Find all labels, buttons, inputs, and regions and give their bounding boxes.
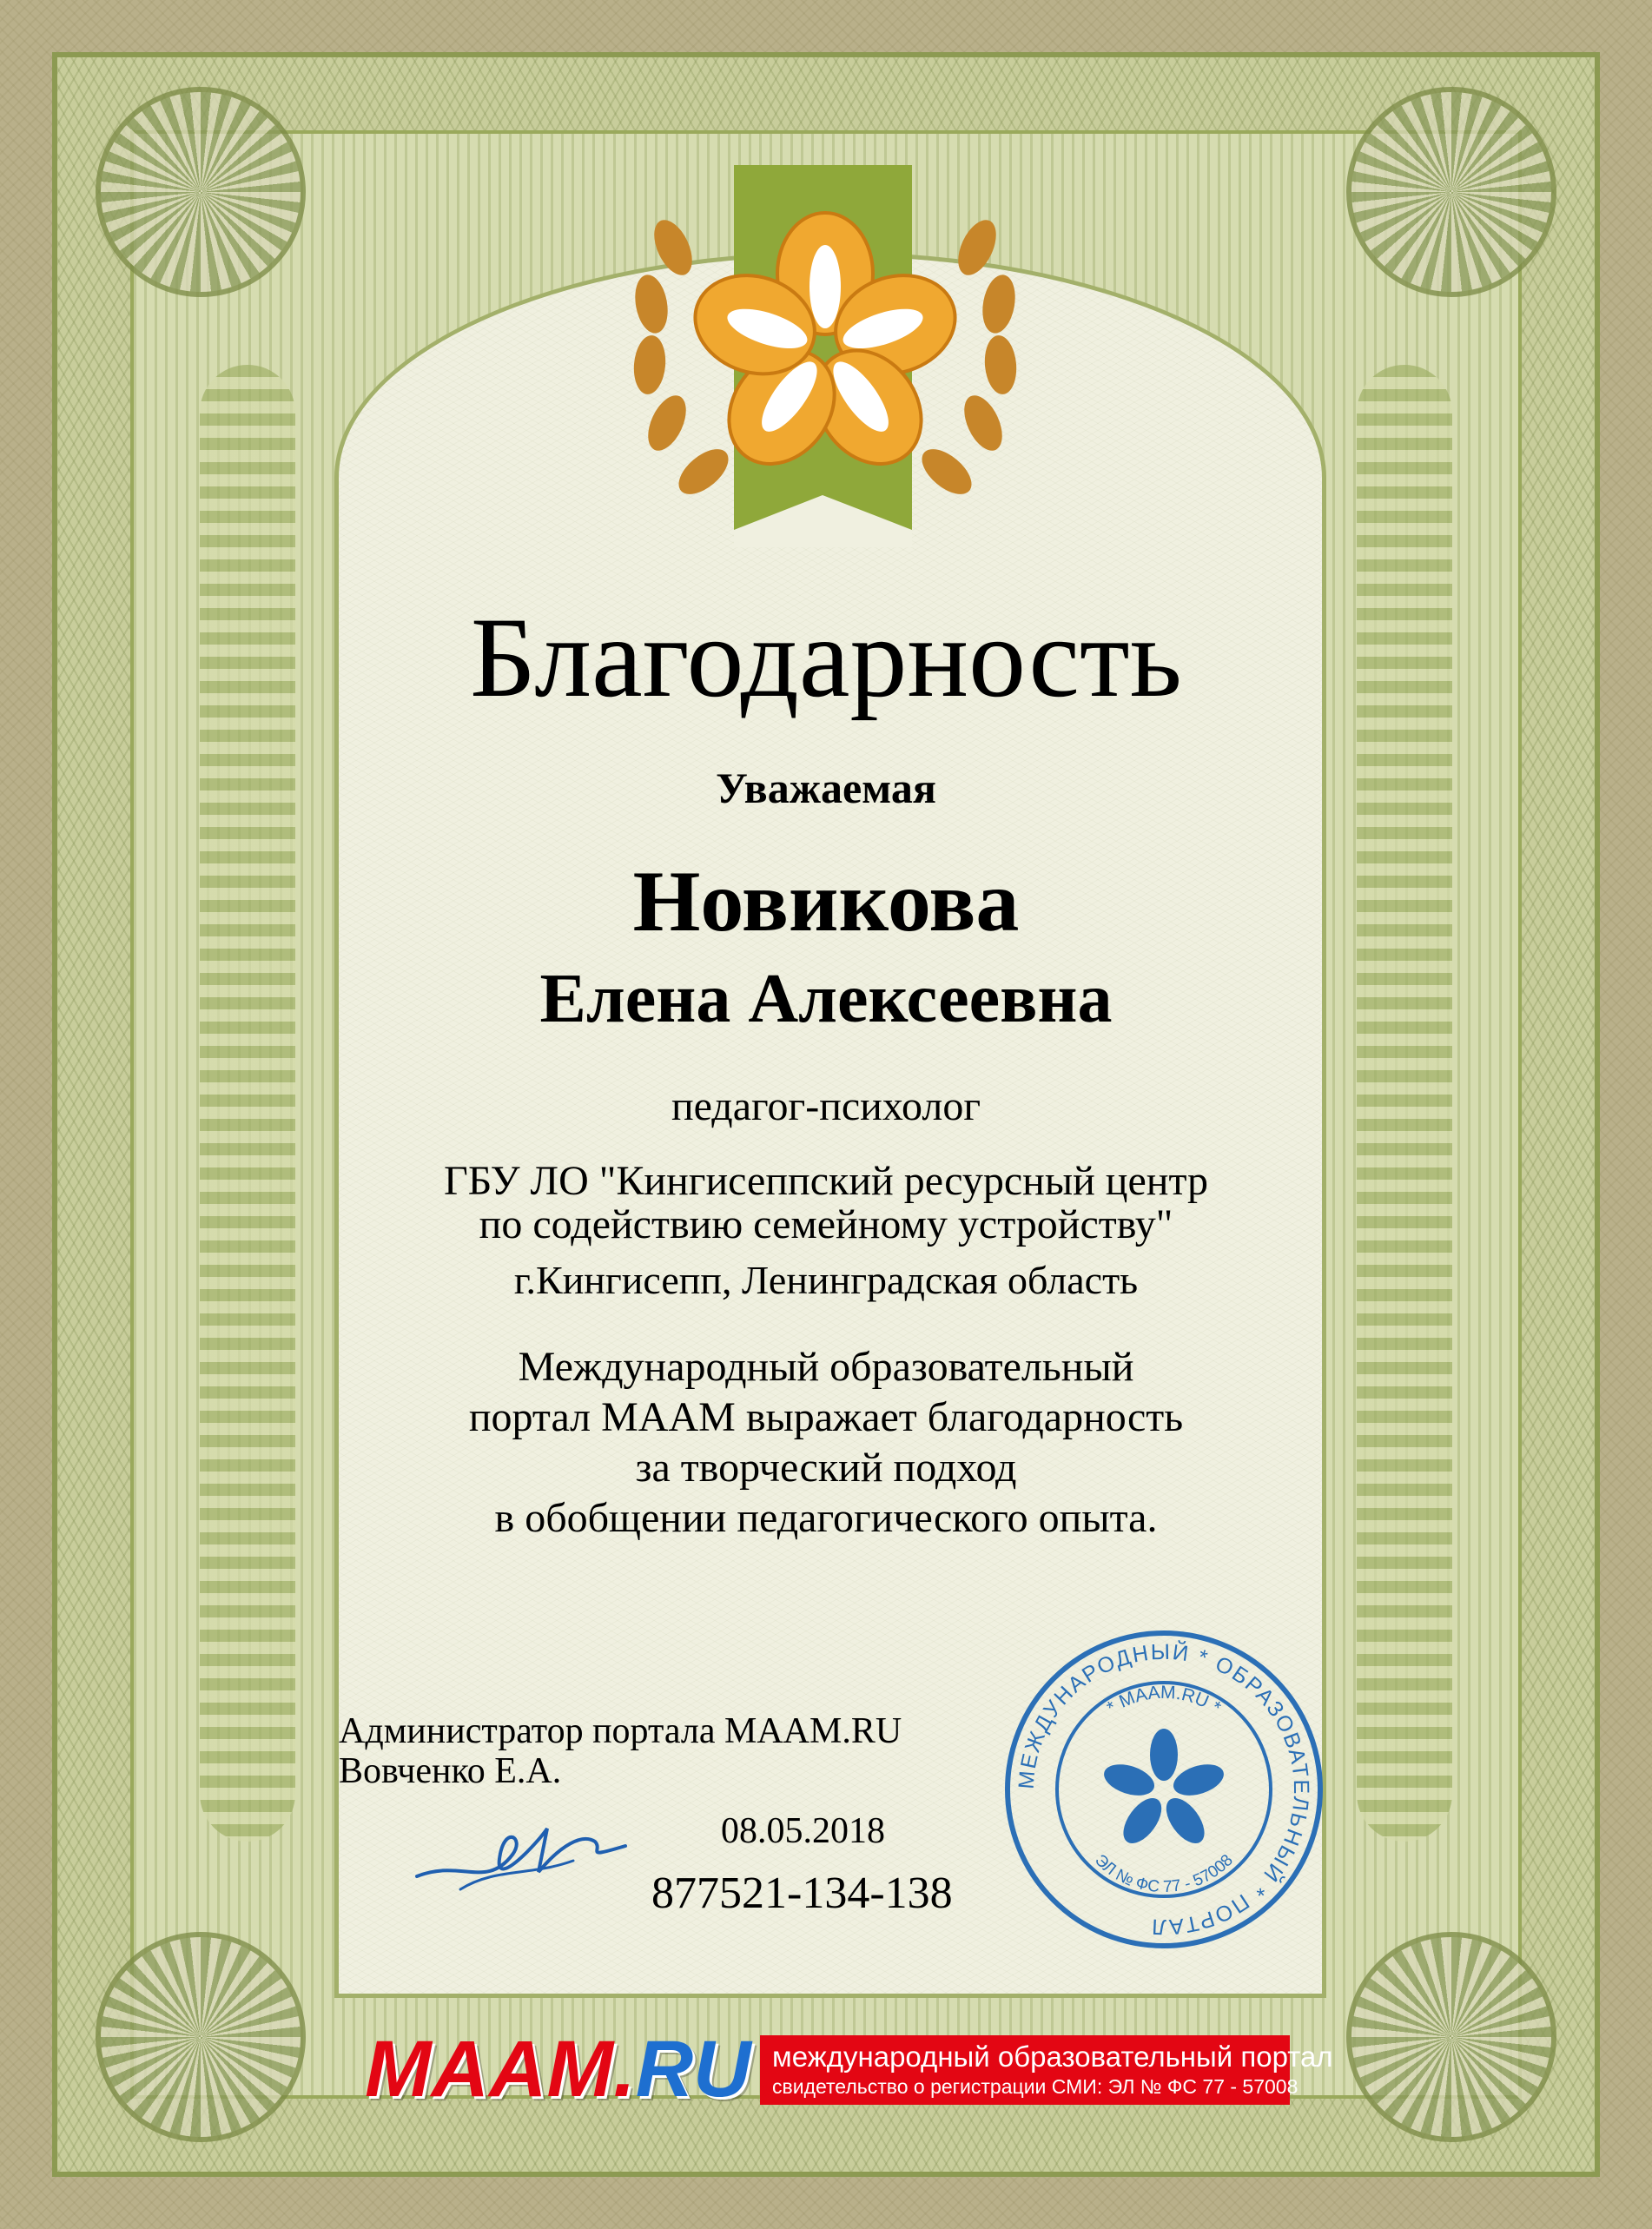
footer-red-bar — [760, 2035, 1333, 2105]
issue-date: 08.05.2018 — [721, 1811, 885, 1851]
location: г.Кингисепп, Ленинградская область — [513, 1258, 1139, 1302]
stamp-outer-text: МЕЖДУНАРОДНЫЙ * ОБРАЗОВАТЕЛЬНЫЙ * ПОРТАЛ — [1014, 1639, 1314, 1940]
logo-ru: RU — [635, 2025, 751, 2113]
salutation: Уважаемая — [716, 764, 936, 812]
stamp-inner-top-text: * MAAM.RU * — [1103, 1682, 1225, 1718]
logo-main: MAAM. — [365, 2025, 636, 2113]
recipient-position: педагог-психолог — [671, 1083, 981, 1129]
message-line: в обобщении педагогического опыта. — [494, 1495, 1158, 1541]
organization — [0, 1160, 1652, 1247]
footer-registration-text: свидетельство о регистрации СМИ: ЭЛ № ФС 77 - 57008 — [772, 2075, 1298, 2098]
corner-rosette-bottom-right — [1346, 1932, 1556, 2142]
certificate-title: Благодарность — [470, 593, 1182, 721]
message-line: за творческий подход — [635, 1445, 1017, 1491]
message-line: портал МААМ выражает благодарность — [468, 1394, 1184, 1440]
award-emblem — [591, 152, 1060, 552]
svg-text:* MAAM.RU * — [1103, 1683, 1224, 1718]
signature — [408, 1807, 634, 1902]
recipient-given-names: Елена Алексеевна — [539, 961, 1113, 1037]
corner-rosette-top-right — [1346, 87, 1556, 297]
administrator-title: Администратор портала MAAM.RU — [339, 1711, 902, 1751]
maam-logo[interactable] — [365, 2025, 764, 2113]
official-stamp — [999, 1624, 1329, 1955]
administrator-name: Вовченко Е.А. — [339, 1751, 562, 1791]
stamp-flower-icon — [1100, 1729, 1228, 1850]
stamp-inner-bottom-text: ЭЛ № ФС 77 - 57008 — [1091, 1850, 1237, 1897]
certificate-number: 877521-134-138 — [651, 1869, 953, 1918]
message-line: Международный образовательный — [518, 1344, 1134, 1390]
corner-rosette-top-left — [96, 87, 306, 297]
thanks-message — [0, 1342, 1652, 1544]
organization-line: ГБУ ЛО "Кингисеппский ресурсный центр — [443, 1158, 1209, 1204]
recipient-surname: Новикова — [632, 853, 1020, 949]
organization-line: по содействию семейному устройству" — [479, 1201, 1173, 1247]
corner-rosette-bottom-left — [96, 1932, 306, 2142]
administrator-block — [339, 1711, 902, 1791]
svg-text:ЭЛ № ФС 77 - 57008 — [1091, 1851, 1237, 1896]
footer-portal-text: международный образовательный портал — [772, 2040, 1333, 2073]
